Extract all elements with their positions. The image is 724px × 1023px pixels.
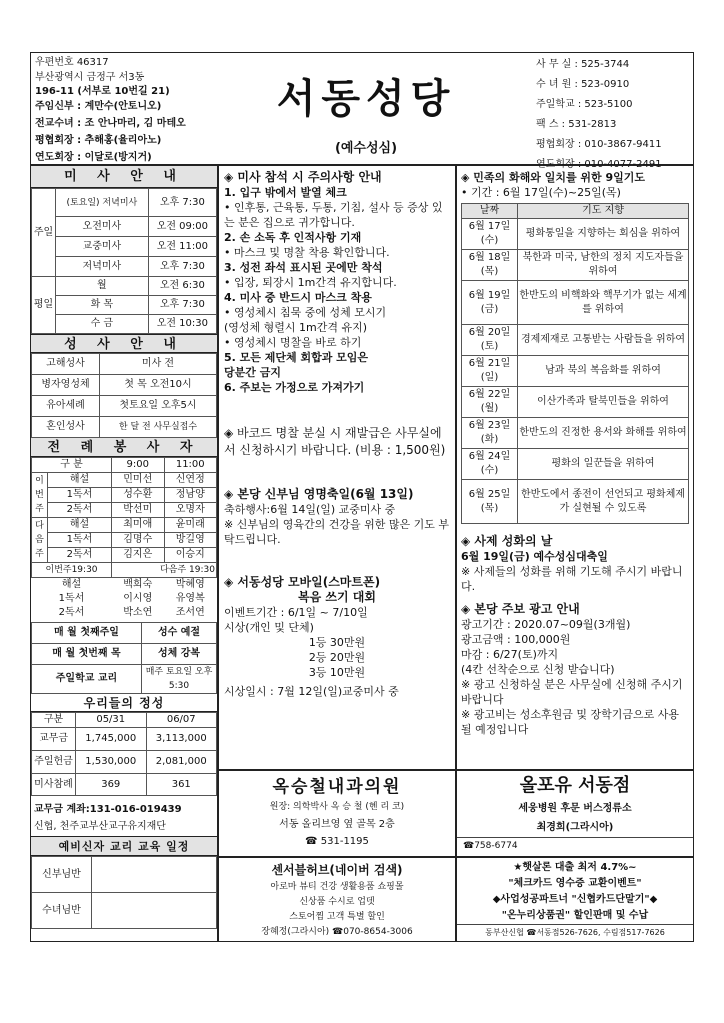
notice-line: 1. 입구 밖에서 발열 체크 xyxy=(224,186,347,199)
role: 2독서 xyxy=(48,548,112,563)
prayer-table xyxy=(461,203,689,524)
role: 해설 xyxy=(48,518,112,533)
prayer-intent: 경제제재로 고통받는 사람들을 위하여 xyxy=(518,325,689,356)
role: 1독서 xyxy=(48,488,112,503)
prayer-intent: 이산가족과 탈북민들을 위하여 xyxy=(518,387,689,418)
monthly-item: 매 월 첫번째 목 xyxy=(32,644,142,665)
ad-cu-line: ★햇살론 대출 최저 4.7%~ xyxy=(513,862,637,873)
priest-day-line: ※ 사제들의 성화를 위해 기도해 주시기 바랍니다. xyxy=(461,565,683,593)
contacts xyxy=(536,55,662,175)
prayer-intent: 남과 북의 복음화를 위하여 xyxy=(518,356,689,387)
prayer-date: 6월 22일(월) xyxy=(462,387,518,418)
mass-time: 오후 7:30 xyxy=(148,257,216,277)
eve-server: 유영복 xyxy=(175,593,205,604)
server: 오명자 xyxy=(164,503,217,518)
ad-clinic-director: 원장: 의학박사 옥 승 철 (헨 리 코) xyxy=(269,802,405,812)
left-column xyxy=(30,165,218,942)
notice-line: • 인후통, 근육통, 두통, 기침, 설사 등 증상 있는 분은 집으로 귀가합니다. xyxy=(224,201,443,229)
sacrament-info: 첫 목 오전10시 xyxy=(100,375,217,396)
notice-line: 3. 성전 좌석 표시된 곳에만 착석 xyxy=(224,261,383,274)
eve-server: 백희숙 xyxy=(123,579,153,590)
ad-herb xyxy=(218,857,456,942)
mass-time: 오전 6:30 xyxy=(148,277,216,296)
priest-day-line: 6월 19일(금) 예수성심대축일 xyxy=(461,550,608,563)
eve-head: 이번주19:30 xyxy=(32,563,112,578)
monthly-item: 주일학교 교리 xyxy=(32,665,142,694)
mass-name: 저녁미사 xyxy=(56,257,149,277)
server: 김지은 xyxy=(112,548,164,563)
contact-fax: 팩 스 : 531-2813 xyxy=(536,119,617,130)
contest-line: 시상(개인 및 단체) xyxy=(224,621,314,634)
right-column xyxy=(456,165,694,770)
prep-class: 신부님반 xyxy=(32,857,92,893)
contact-council: 평협회장 : 010-3867-9411 xyxy=(536,139,662,150)
notice-line: • 영성체시 명찰을 바로 하기 xyxy=(224,336,362,349)
account-number: 교무금 계좌:131-016-019439 xyxy=(34,804,182,815)
weekday-label: 평일 xyxy=(32,277,56,334)
ad-clinic-address: 서동 올리브영 옆 골목 2층 xyxy=(279,819,395,830)
mass-day: 화 목 xyxy=(56,296,149,315)
prayer-head: 날짜 xyxy=(462,204,518,219)
mass-day: 수 금 xyxy=(56,315,149,334)
ad-allforyou-location: 세웅병원 후문 버스정류소 xyxy=(518,803,632,814)
contact-office: 사 무 실 : 525-3744 xyxy=(536,59,630,70)
offering-label: 주일헌금 xyxy=(32,751,76,774)
ad-credit-union xyxy=(456,857,694,942)
server: 성수환 xyxy=(112,488,164,503)
role: 1독서 xyxy=(48,533,112,548)
offering-value: 369 xyxy=(76,774,147,796)
prayer-intent: 평화통일을 지향하는 회심을 위하여 xyxy=(518,219,689,250)
contest-prize: 3등 10만원 xyxy=(308,666,366,679)
prayer-date: 6월 21일(일) xyxy=(462,356,518,387)
sacrament-info: 첫토요일 오후5시 xyxy=(100,396,217,417)
prayer-intent: 한반도에서 종전이 선언되고 평화체제가 실현될 수 있도록 xyxy=(518,480,689,524)
prayer-date: 6월 19일(금) xyxy=(462,281,518,325)
server: 정남양 xyxy=(164,488,217,503)
mass-name: 교중미사 xyxy=(56,237,149,257)
ad-info-line: (4칸 선착순으로 신청 받습니다) xyxy=(461,663,615,676)
server: 김명수 xyxy=(112,533,164,548)
sisters: 전교수녀 : 조 안나마리, 김 마테오 xyxy=(35,118,186,129)
prayer-intent: 북한과 미국, 남한의 정치 지도자들을 위하여 xyxy=(518,250,689,281)
notice-mass-heading: ◈ 미사 참석 시 주의사항 안내 xyxy=(224,170,382,184)
notice-contest-subheading: 복음 쓰기 대회 xyxy=(298,590,376,604)
eve-role: 1독서 xyxy=(58,593,85,604)
prayer-date: 6월 18일(목) xyxy=(462,250,518,281)
role: 해설 xyxy=(48,473,112,488)
ad-clinic-name: 옥승철내과의원 xyxy=(272,777,402,797)
ad-herb-contact: 장혜정(그라시아) ☎070-8654-3006 xyxy=(261,927,413,937)
server: 민미선 xyxy=(112,473,164,488)
sacrament-name: 유아세례 xyxy=(32,396,100,417)
ad-cu-contact: 동부산신협 ☎서동점526-7626, 수림점517-7626 xyxy=(457,924,693,940)
notice-line: 당분간 금지 xyxy=(224,366,281,379)
prayer-head: 기도 지향 xyxy=(518,204,689,219)
contact-convent: 수 녀 원 : 523-0910 xyxy=(536,79,630,90)
server: 박선미 xyxy=(112,503,164,518)
memorial-chair: 연도회장 : 이달로(방지거) xyxy=(35,152,152,163)
ad-info-line: 광고금액 : 100,000원 xyxy=(461,633,571,646)
eve-server: 이시영 xyxy=(123,593,153,604)
offering-value: 2,081,000 xyxy=(146,751,217,774)
prayer-date: 6월 20일(토) xyxy=(462,325,518,356)
contest-prize: 1등 30만원 xyxy=(308,636,366,649)
notice-feast-line: ※ 신부님의 영육간의 건강을 위한 많은 기도 부탁드립니다. xyxy=(224,518,449,546)
contact-memorial: 연도회장 : 010-4077-2491 xyxy=(536,159,662,170)
contact-school: 주일학교 : 523-5100 xyxy=(536,99,633,110)
notice-line: 4. 미사 중 반드시 마스크 착용 xyxy=(224,291,372,304)
mass-name: (토요일) 저녁미사 xyxy=(56,189,149,217)
ad-allforyou xyxy=(456,770,694,857)
offering-label: 미사참례 xyxy=(32,774,76,796)
sacrament-name: 혼인성사 xyxy=(32,417,100,438)
prayer-intent: 한반도의 비핵화와 핵무기가 없는 세계를 위하여 xyxy=(518,281,689,325)
ad-allforyou-phone: ☎758-6774 xyxy=(457,837,693,854)
ad-allforyou-owner: 최경희(그라시아) xyxy=(536,822,614,833)
contest-line: 시상일시 : 7월 12일(일)교중미사 중 xyxy=(224,685,399,698)
notice-feast-line: 축하행사:6월 14일(일) 교중미사 중 xyxy=(224,503,396,516)
sacrament-table xyxy=(31,353,217,438)
notice-line: (영성체 형렬시 1m간격 유지) xyxy=(224,321,368,334)
page-title: 서동성당 xyxy=(276,76,456,122)
offering-head: 구분 xyxy=(32,713,76,728)
mass-time: 오후 7:30 xyxy=(148,296,216,315)
ad-herb-line: 아로마 뷰티 건강 생활용품 쇼핑몰 xyxy=(270,882,404,892)
role: 2독서 xyxy=(48,503,112,518)
this-week-label: 이 번 주 xyxy=(32,473,48,518)
servers-head: 11:00 xyxy=(164,458,217,473)
mass-title: 미 사 안 내 xyxy=(31,166,217,188)
prep-title: 예비신자 교리 교육 일정 xyxy=(31,836,217,856)
sacrament-info: 미사 전 xyxy=(100,354,217,375)
eve-role: 2독서 xyxy=(58,607,85,618)
prayer-intent: 한반도의 진정한 용서와 화해를 위하여 xyxy=(518,418,689,449)
parish-info xyxy=(35,55,186,166)
pastor: 주임신부 : 계만수(안토니오) xyxy=(35,101,162,112)
eve-server: 박혜영 xyxy=(175,579,205,590)
notice-line: • 마스크 및 명찰 착용 확인합니다. xyxy=(224,246,390,259)
ad-clinic xyxy=(218,770,456,857)
mass-name: 오전미사 xyxy=(56,217,149,237)
ad-herb-line: 신상품 수시로 업뎃 xyxy=(299,897,375,907)
eve-server: 조서연 xyxy=(175,607,205,618)
offering-head: 06/07 xyxy=(146,713,217,728)
mass-time: 오후 7:30 xyxy=(148,189,216,217)
servers-head: 9:00 xyxy=(112,458,164,473)
prep-schedule xyxy=(92,857,217,893)
priest-day-heading: ◈ 사제 성화의 날 xyxy=(461,534,553,548)
address-2: 196-11 (서부로 10번길 21) xyxy=(35,86,170,97)
ad-clinic-phone: ☎ 531-1195 xyxy=(305,836,369,847)
prep-schedule xyxy=(92,893,217,929)
prayer-date: 6월 24일(수) xyxy=(462,449,518,480)
prayer-date: 6월 17일(수) xyxy=(462,219,518,250)
ad-herb-name: 센서블허브(네이버 검색) xyxy=(271,863,403,877)
servers-head: 구 분 xyxy=(32,458,112,473)
ad-info-heading: ◈ 본당 주보 광고 안내 xyxy=(461,602,580,616)
offering-head: 05/31 xyxy=(76,713,147,728)
mass-time: 오전 10:30 xyxy=(148,315,216,334)
ad-herb-line: 스토어찜 고객 특별 할인 xyxy=(289,912,385,922)
offering-value: 1,530,000 xyxy=(76,751,147,774)
ad-allforyou-name: 올포유 서동점 xyxy=(519,775,631,796)
offering-table xyxy=(31,712,217,796)
header xyxy=(30,52,694,170)
prayer-date: 6월 23일(화) xyxy=(462,418,518,449)
monthly-table xyxy=(31,622,217,694)
sacrament-name: 병자영성체 xyxy=(32,375,100,396)
prep-table xyxy=(31,856,217,929)
ad-info-line: 광고기간 : 2020.07~09월(3개월) xyxy=(461,618,631,631)
notice-line: 5. 모든 제단체 회합과 모임은 xyxy=(224,351,369,364)
ad-info-line: ※ 광고비는 성소후원금 및 장학기금으로 사용될 예정입니다 xyxy=(461,708,679,736)
next-week-label: 다 음 주 xyxy=(32,518,48,563)
prep-class: 수녀님반 xyxy=(32,893,92,929)
notice-contest-heading: ◈ 서동성당 모바일(스마트폰) xyxy=(224,575,381,589)
prayer-heading: ◈ 민족의 화해와 일치를 위한 9일기도 xyxy=(461,171,646,184)
account-bank: 신협, 천주교부산교구유지재단 xyxy=(34,821,166,832)
middle-column xyxy=(218,165,456,770)
server: 이승지 xyxy=(164,548,217,563)
offering-title: 우리들의 정성 xyxy=(31,694,217,712)
eve-server: 박소연 xyxy=(123,607,153,618)
server: 최미애 xyxy=(112,518,164,533)
ad-cu-line: "체크카드 영수증 교환이벤트" xyxy=(508,878,642,889)
sacrament-name: 고해성사 xyxy=(32,354,100,375)
prayer-intent: 평화의 일꾼들을 위하여 xyxy=(518,449,689,480)
offering-value: 3,113,000 xyxy=(146,728,217,751)
council-chair: 평협회장 : 추해홍(율리아노) xyxy=(35,135,162,146)
eve-role: 해설 xyxy=(61,579,82,590)
monthly-value: 성체 강복 xyxy=(142,644,217,665)
prayer-date: 6월 25일(목) xyxy=(462,480,518,524)
offering-label: 교무금 xyxy=(32,728,76,751)
prayer-period: • 기간 : 6월 17일(수)~25일(목) xyxy=(461,186,621,199)
notice-line: 6. 주보는 가정으로 가져가기 xyxy=(224,381,365,394)
monthly-value: 매주 토요일 오후5:30 xyxy=(142,665,217,694)
notice-line: • 입장, 퇴장시 1m간격 유지합니다. xyxy=(224,276,397,289)
notice-line: 2. 손 소독 후 인적사항 기재 xyxy=(224,231,362,244)
servers-table xyxy=(31,457,217,620)
contest-prize: 2등 20만원 xyxy=(308,651,366,664)
contest-line: 이벤트기간 : 6/1일 ~ 7/10일 xyxy=(224,606,368,619)
mass-table xyxy=(31,188,217,334)
notice-line: • 영성체시 침묵 중에 성체 모시기 xyxy=(224,306,387,319)
eve-head: 다음주 19:30 xyxy=(112,563,217,578)
ad-info-line: 마감 : 6/27(토)까지 xyxy=(461,648,559,661)
servers-title: 전 례 봉 사 자 xyxy=(31,438,217,457)
notice-barcode: ◈ 바코드 명찰 분실 시 재발급은 사무실에서 신청하시기 바랍니다. (비용 : 1,500원) xyxy=(224,426,446,457)
ad-cu-line: ◆사업성공파트너 "신협카드단말기"◆ xyxy=(492,894,658,905)
notice-mass-body xyxy=(224,185,450,395)
sacrament-title: 성 사 안 내 xyxy=(31,334,217,353)
offering-value: 361 xyxy=(146,774,217,796)
mass-time: 오전 09:00 xyxy=(148,217,216,237)
mass-time: 오전 11:00 xyxy=(148,237,216,257)
server: 방길영 xyxy=(164,533,217,548)
monthly-value: 성수 예절 xyxy=(142,623,217,644)
ad-info-line: ※ 광고 신청하실 분은 사무실에 신청해 주시기 바랍니다 xyxy=(461,678,683,706)
postal-code: 우편번호 46317 xyxy=(35,57,109,68)
server: 윤미래 xyxy=(164,518,217,533)
monthly-item: 매 월 첫째주일 xyxy=(32,623,142,644)
server: 신연정 xyxy=(164,473,217,488)
notice-feast-heading: ◈ 본당 신부님 영명축일(6월 13일) xyxy=(224,487,414,501)
sunday-label: 주일 xyxy=(32,189,56,277)
mass-day: 월 xyxy=(56,277,149,296)
address-1: 부산광역시 금정구 서3동 xyxy=(35,72,145,83)
ad-cu-line: "온누리상품권" 할인판매 및 수납 xyxy=(501,910,649,921)
page-subtitle: (예수성심) xyxy=(334,141,398,156)
sacrament-info: 한 달 전 사무실접수 xyxy=(100,417,217,438)
offering-value: 1,745,000 xyxy=(76,728,147,751)
